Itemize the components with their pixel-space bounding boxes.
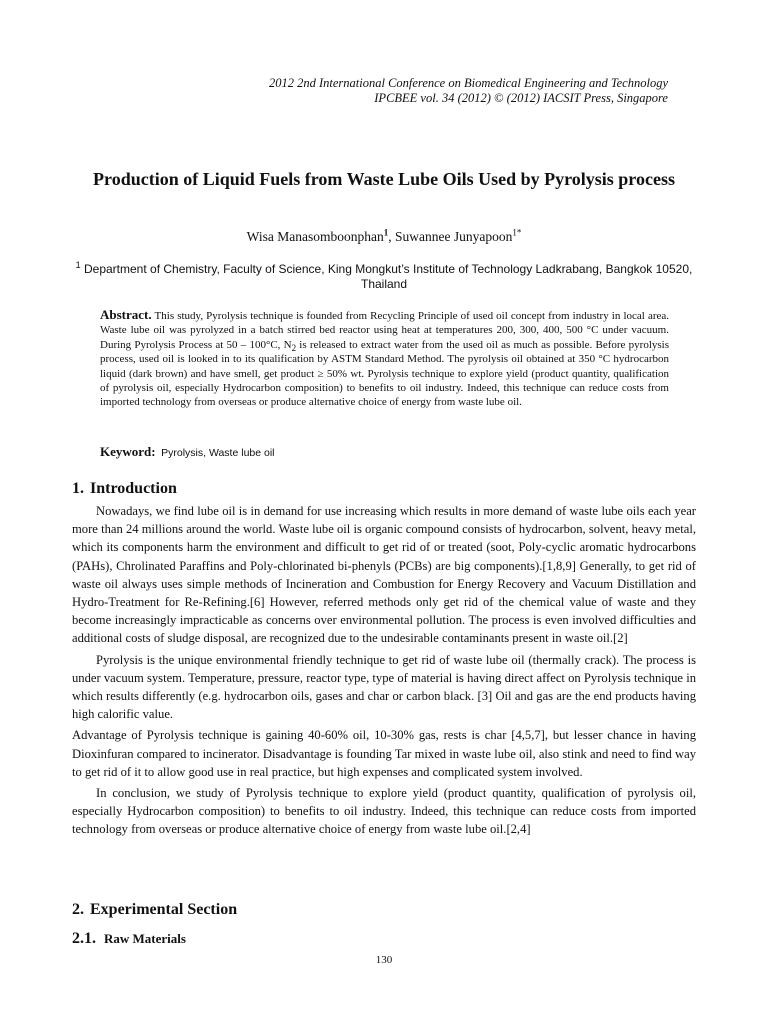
- section-number: 2.: [72, 901, 84, 918]
- affiliation-mark: 1: [75, 260, 81, 270]
- author-name: Wisa Manasomboonphan: [246, 229, 384, 244]
- keywords: [100, 444, 669, 461]
- subsection-heading-raw-materials: [72, 930, 186, 948]
- paragraph: Pyrolysis is the unique environmental friendly technique to get rid of waste lube oil (thermally crack). The process is under vacuum system. Temperature, pressure, reactor type, type of material is having direct affect on Pyrolysis technique in which results differently (e.g. hydrocarbon oils, gases and char or carbon black. [3] Oil and gas are the end products having high calorific value.: [72, 652, 696, 722]
- affiliation: [70, 262, 698, 292]
- introduction-body: [72, 502, 696, 842]
- subsection-title: Raw Materials: [104, 931, 186, 946]
- abstract-subscript: 2: [291, 343, 297, 353]
- keyword-label: Keyword:: [100, 444, 156, 459]
- conference-line-1: 2012 2nd International Conference on Biomedical Engineering and Technology: [268, 76, 668, 90]
- page-number: 130: [375, 954, 393, 966]
- section-number: 1.: [72, 480, 84, 497]
- abstract-label: Abstract.: [100, 307, 152, 322]
- abstract-text-continued: is released to extract water from the used oil as much as possible. Before pyrolysis process, used oil is looked in to its qualification by ASTM Standard Method. The pyrolysis oil obtained at 350 °C hydrocarbon liquid (dark brown) and have smell, get product ≥ 50% wt. Pyrolysis technique to explore yield (product quantity, qualification of pyrolysis oil, especially Hydrocarbon composition) to benefits to oil industry. Indeed, this technique can reduce costs from imported technology from overseas or produce alternative choice of energy from waste lube oil.: [100, 338, 669, 409]
- author-separator: ,: [388, 229, 395, 244]
- section-title: Introduction: [90, 480, 177, 497]
- section-title: Experimental Section: [90, 901, 238, 918]
- subsection-number: 2.1.: [72, 930, 96, 947]
- abstract-text: This study, Pyrolysis technique is founded from Recycling Principle of used oil concept from industry in local area. Waste lube oil was pyrolyzed in a batch stirred bed reactor using heat at temperatures 200, 300, 400, 500 °C under vacuum. During Pyrolysis Process at 50 – 100°C, N: [100, 310, 669, 351]
- paragraph: In conclusion, we study of Pyrolysis technique to explore yield (product quantity, qualification of pyrolysis oil, especially Hydrocarbon composition) to benefits to oil industry. Indeed, this technique can reduce costs from imported technology from overseas or produce alternative choice of energy from waste lube oil.[2,4]: [72, 786, 696, 837]
- abstract: [100, 308, 669, 410]
- author-affiliation-mark: 1*: [512, 227, 522, 238]
- paragraph: Advantage of Pyrolysis technique is gaining 40-60% oil, 10-30% gas, rests is char [4,5,7], but lesser chance in having Dioxinfuran compared to incinerator. Disadvantage is founding Tar mixed in waste lube oil, also stink and need to find way to get rid of it to allow good use in real practice, but high expenses and complicated system involved.: [72, 728, 696, 779]
- keyword-values: Pyrolysis, Waste lube oil: [161, 447, 275, 459]
- author-affiliation-mark: 1: [383, 227, 389, 238]
- affiliation-text: Department of Chemistry, Faculty of Science, King Mongkut’s Institute of Technology Ladkrabang, Bangkok 10520, Thailand: [80, 262, 693, 291]
- conference-header: [190, 76, 668, 106]
- conference-line-2: IPCBEE vol. 34 (2012) © (2012) IACSIT Press, Singapore: [374, 91, 668, 105]
- section-heading-experimental: [72, 900, 237, 920]
- author-list: [70, 228, 698, 246]
- author-name: Suwannee Junyapoon: [394, 229, 513, 244]
- paper-title: Production of Liquid Fuels from Waste Lube Oils Used by Pyrolysis process: [93, 169, 675, 189]
- section-heading-introduction: [72, 479, 177, 499]
- paragraph: Nowadays, we find lube oil is in demand for use increasing which results in more demand of waste lube oils each year more than 24 millions around the world. Waste lube oil is organic compound consists of hydrocarbon, solvent, heavy metal, which its components harm the environment and difficult to get rid of or treated (soot, Poly-cyclic aromatic hydrocarbons (PAHs), Chrolinated Paraffins and Poly-chlorinated bi-phenyls (PCBs) are big components).[1,8,9] Generally, to get rid of waste oil always uses simple methods of Incineration and Combustion for Energy Recovery and Vacuum Distillation and Hydro-Treatment for Re-Refining.[6] However, referred methods only get rid of the chemical value of waste and they become increasingly impracticable as concerns over environmental pollution. The process is even involved difficulties and additional costs of sludge disposal, are recognized due to the undesirable contaminants present in waste oil.[2]: [72, 504, 696, 646]
